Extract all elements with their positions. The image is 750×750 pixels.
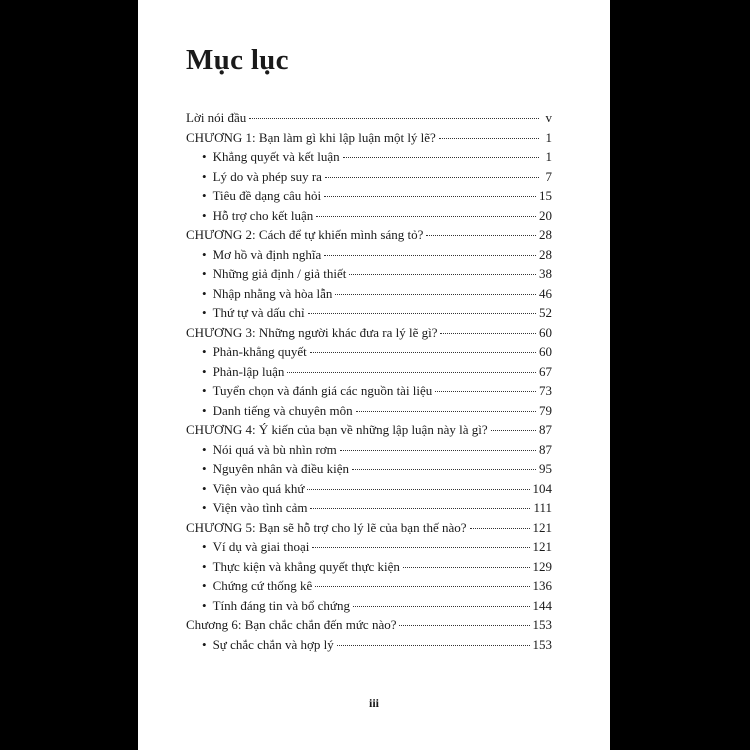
- toc-section-entry: [186, 247, 552, 267]
- toc-entry-page: 121: [532, 539, 552, 554]
- bullet-icon: •: [202, 480, 207, 496]
- toc-section-entry: [186, 364, 552, 384]
- bullet-icon: •: [202, 266, 207, 281]
- toc-chapter-entry: [186, 617, 552, 637]
- toc-section-entry: [186, 539, 552, 559]
- toc-entry-page: 87: [539, 441, 552, 457]
- dot-leader: [352, 469, 536, 470]
- toc-entry-page: 144: [532, 597, 552, 613]
- toc-entry-page: 1: [545, 149, 552, 164]
- dot-leader: [343, 157, 539, 158]
- toc-entry-page: 111: [533, 500, 552, 515]
- bullet-icon: •: [202, 539, 207, 554]
- toc-chapter-entry: [186, 520, 552, 540]
- toc-entry-label: Lý do và phép suy ra: [212, 168, 322, 184]
- toc-section-entry: [186, 598, 552, 618]
- toc-entry-label: Tính đáng tin và bổ chứng: [212, 597, 350, 613]
- bullet-icon: •: [202, 149, 207, 164]
- toc-chapter-entry: [186, 422, 552, 442]
- toc-entry-label: Tiêu đề dạng câu hỏi: [212, 188, 322, 203]
- dot-leader: [426, 235, 536, 236]
- toc-entry-label: Thứ tự và dấu chỉ: [212, 305, 305, 320]
- bullet-icon: •: [202, 597, 207, 613]
- toc-entry-page: 46: [539, 285, 552, 301]
- toc-entry-label: Nguyên nhân và điều kiện: [212, 461, 350, 476]
- toc-entry-page: 28: [539, 246, 552, 262]
- bullet-icon: •: [202, 500, 207, 515]
- toc-entry-label: Mơ hồ và định nghĩa: [212, 246, 322, 262]
- toc-section-entry: [186, 305, 552, 325]
- toc-entry-page: v: [545, 110, 552, 125]
- toc-chapter-entry: [186, 130, 552, 150]
- dot-leader: [324, 255, 536, 256]
- toc-entry-label: Ví dụ và giai thoại: [212, 539, 310, 554]
- bullet-icon: •: [202, 461, 207, 476]
- toc-section-entry: [186, 266, 552, 286]
- toc-entry-label: CHƯƠNG 4: Ý kiến của bạn về những lập luận này là gì?: [186, 422, 488, 437]
- page-number: iii: [368, 696, 379, 710]
- toc-entry-page: 73: [539, 383, 552, 398]
- dot-leader: [340, 450, 536, 451]
- toc-entry-page: 7: [545, 168, 552, 184]
- bullet-icon: •: [202, 285, 207, 301]
- dot-leader: [307, 489, 529, 490]
- toc-entry-label: Sự chắc chắn và hợp lý: [212, 636, 334, 652]
- toc-entry-label: Nhập nhằng và hòa lẫn: [212, 285, 333, 301]
- toc-chapter-entry: [186, 325, 552, 345]
- bullet-icon: •: [202, 383, 207, 398]
- bullet-icon: •: [202, 246, 207, 262]
- dot-leader: [249, 118, 539, 119]
- dot-leader: [335, 294, 536, 295]
- dot-leader: [310, 352, 536, 353]
- toc-entry-page: 87: [539, 422, 552, 437]
- toc-chapter-entry: [186, 110, 552, 130]
- toc-entry-page: 38: [539, 266, 552, 281]
- toc-section-entry: [186, 442, 552, 462]
- dot-leader: [353, 606, 530, 607]
- toc-entry-page: 129: [532, 558, 552, 574]
- bullet-icon: •: [202, 363, 207, 379]
- bullet-icon: •: [202, 188, 207, 203]
- toc-entry-label: Những giả định / giả thiết: [212, 266, 347, 281]
- toc-entry-label: Chứng cứ thống kê: [212, 578, 313, 593]
- bullet-icon: •: [202, 305, 207, 320]
- toc-entry-label: CHƯƠNG 1: Bạn làm gì khi lập luận một lý lẽ?: [186, 129, 436, 145]
- dot-leader: [440, 333, 536, 334]
- toc-section-entry: [186, 383, 552, 403]
- toc-entry-page: 153: [532, 617, 552, 632]
- toc-section-entry: [186, 461, 552, 481]
- table-of-contents: [186, 110, 552, 656]
- toc-entry-label: Thực kiện và khẳng quyết thực kiện: [212, 558, 400, 574]
- page-title: Mục lục: [186, 44, 289, 76]
- toc-entry-page: 67: [539, 363, 552, 379]
- dot-leader: [324, 196, 536, 197]
- bullet-icon: •: [202, 441, 207, 457]
- toc-entry-page: 60: [539, 344, 552, 359]
- toc-entry-page: 52: [539, 305, 552, 320]
- toc-chapter-entry: [186, 227, 552, 247]
- toc-section-entry: [186, 169, 552, 189]
- bullet-icon: •: [202, 636, 207, 652]
- toc-entry-page: 136: [532, 578, 552, 593]
- dot-leader: [491, 430, 536, 431]
- dot-leader: [287, 372, 536, 373]
- dot-leader: [435, 391, 536, 392]
- toc-entry-label: Viện vào tình cảm: [212, 500, 308, 515]
- toc-entry-page: 153: [532, 636, 552, 652]
- toc-section-entry: [186, 578, 552, 598]
- toc-section-entry: [186, 208, 552, 228]
- toc-section-entry: [186, 403, 552, 423]
- dot-leader: [316, 216, 536, 217]
- toc-section-entry: [186, 344, 552, 364]
- toc-entry-label: Nói quá và bù nhìn rơm: [212, 441, 337, 457]
- toc-section-entry: [186, 559, 552, 579]
- toc-entry-page: 20: [539, 207, 552, 223]
- toc-entry-label: Tuyển chọn và đánh giá các nguồn tài liệu: [212, 383, 433, 398]
- toc-entry-label: CHƯƠNG 5: Bạn sẽ hỗ trợ cho lý lẽ của bạn thế nào?: [186, 519, 467, 535]
- bullet-icon: •: [202, 578, 207, 593]
- toc-entry-page: 15: [539, 188, 552, 203]
- book-page: [138, 0, 610, 750]
- toc-entry-page: 79: [539, 402, 552, 418]
- dot-leader: [308, 313, 536, 314]
- dot-leader: [439, 138, 539, 139]
- toc-entry-label: Phản-khẳng quyết: [212, 344, 307, 359]
- toc-entry-label: Danh tiếng và chuyên môn: [212, 402, 353, 418]
- dot-leader: [325, 177, 539, 178]
- toc-entry-label: Lời nói đầu: [186, 110, 247, 125]
- toc-section-entry: [186, 637, 552, 657]
- toc-entry-page: 60: [539, 324, 552, 340]
- toc-entry-label: Khẳng quyết và kết luận: [212, 149, 340, 164]
- bullet-icon: •: [202, 558, 207, 574]
- toc-entry-label: CHƯƠNG 3: Những người khác đưa ra lý lẽ gì?: [186, 324, 438, 340]
- toc-section-entry: [186, 149, 552, 169]
- toc-entry-label: Chương 6: Bạn chắc chắn đến mức nào?: [186, 617, 397, 632]
- dot-leader: [337, 645, 530, 646]
- bullet-icon: •: [202, 344, 207, 359]
- toc-entry-page: 28: [539, 227, 552, 242]
- toc-section-entry: [186, 481, 552, 501]
- toc-section-entry: [186, 188, 552, 208]
- dot-leader: [403, 567, 530, 568]
- toc-section-entry: [186, 286, 552, 306]
- toc-entry-page: 1: [545, 129, 552, 145]
- dot-leader: [470, 528, 530, 529]
- dot-leader: [356, 411, 536, 412]
- dot-leader: [315, 586, 529, 587]
- toc-entry-label: Phản-lập luận: [212, 363, 285, 379]
- dot-leader: [399, 625, 529, 626]
- bullet-icon: •: [202, 168, 207, 184]
- toc-entry-page: 95: [539, 461, 552, 476]
- dot-leader: [312, 547, 529, 548]
- toc-entry-label: Hỗ trợ cho kết luận: [212, 207, 314, 223]
- bullet-icon: •: [202, 402, 207, 418]
- bullet-icon: •: [202, 207, 207, 223]
- toc-entry-page: 121: [532, 519, 552, 535]
- toc-entry-label: Viện vào quá khứ: [212, 480, 305, 496]
- toc-section-entry: [186, 500, 552, 520]
- dot-leader: [349, 274, 536, 275]
- toc-entry-page: 104: [532, 480, 552, 496]
- toc-entry-label: CHƯƠNG 2: Cách để tự khiến mình sáng tỏ?: [186, 227, 424, 242]
- dot-leader: [310, 508, 530, 509]
